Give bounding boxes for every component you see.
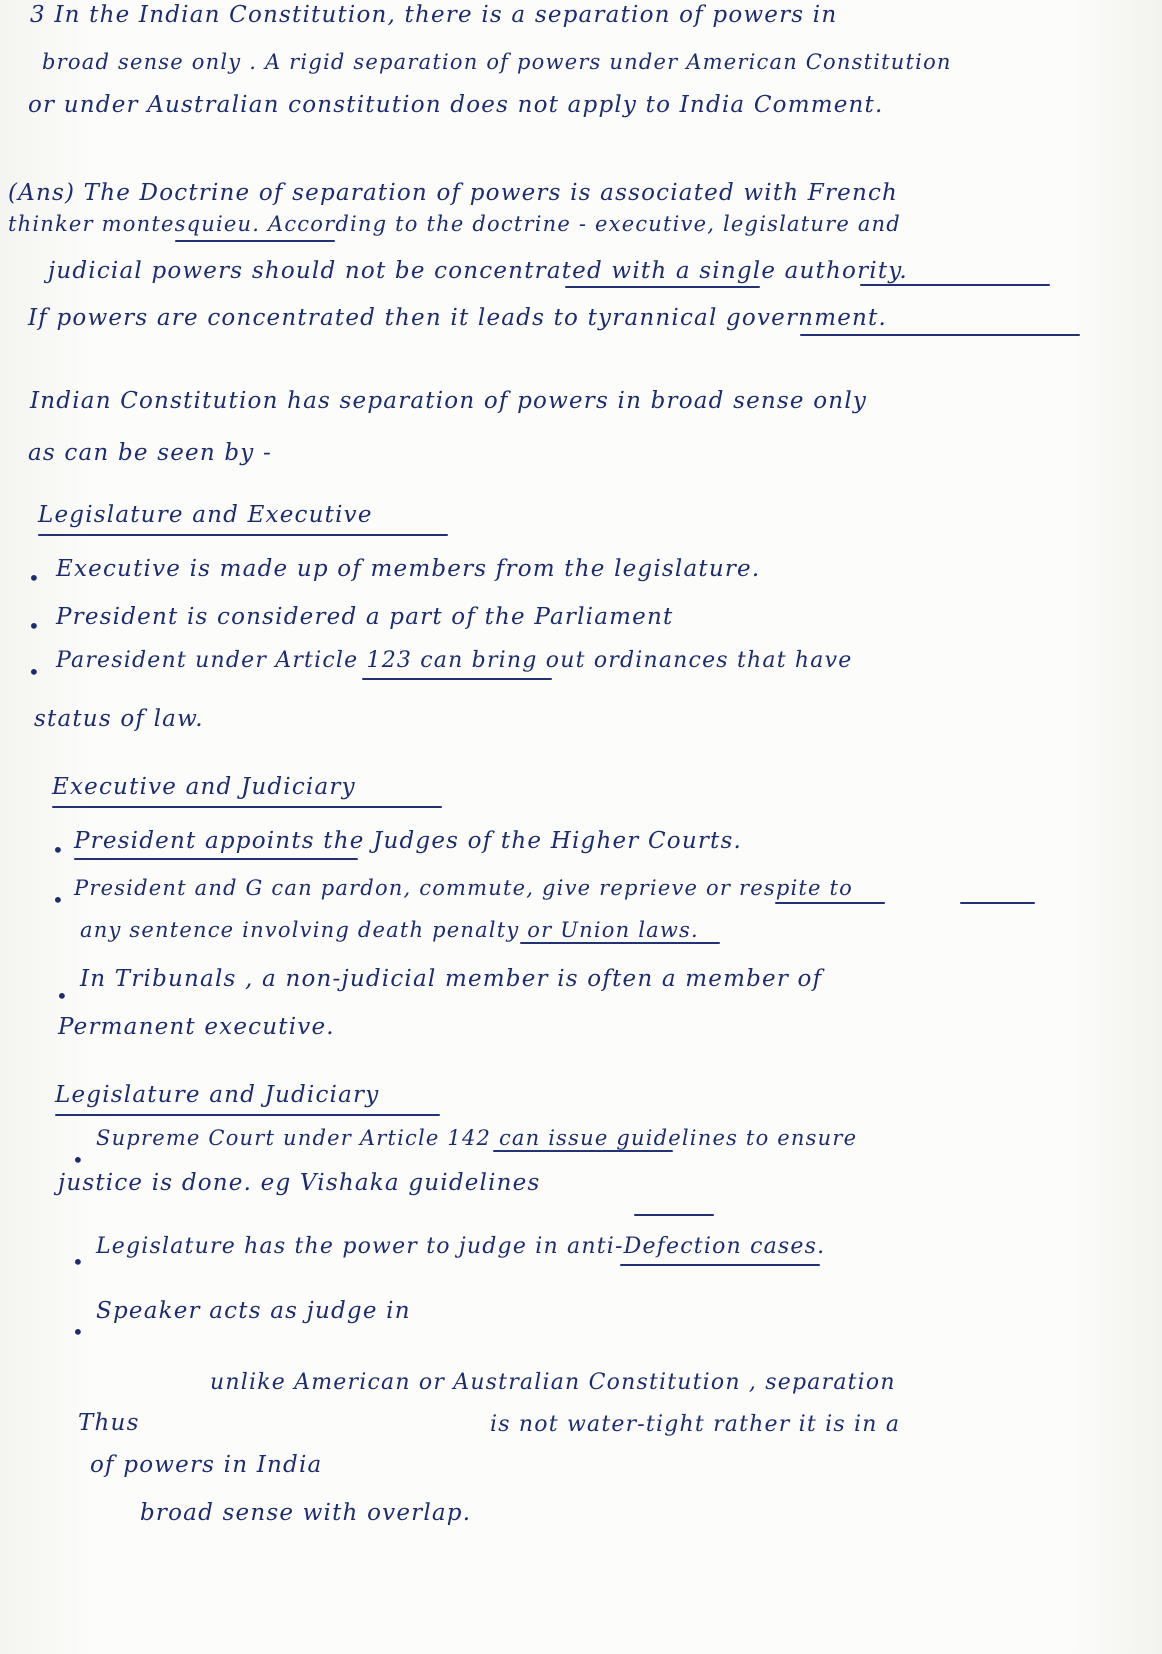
underline-article-142 [493, 1150, 673, 1152]
bullet-3-3: • [72, 1320, 84, 1344]
section3-bullet-1-continued: justice is done. eg Vishaka guidelines [58, 1170, 541, 1196]
section3-bullet-3: Legislature has the power to judge in anti-Defection cases. [96, 1234, 826, 1259]
underline-respite [960, 902, 1035, 904]
intro-line-1: Indian Constitution has separation of powers in broad sense only [30, 388, 868, 414]
underline-montesquieu [175, 240, 335, 242]
section3-bullet-4: Speaker acts as judge in [96, 1298, 411, 1324]
answer-line-1: (Ans) The Doctrine of separation of powers is associated with French [8, 180, 899, 206]
section2-bullet-2-continued: any sentence involving death penalty or Union laws. [80, 918, 699, 942]
underline-concentrated [565, 286, 760, 288]
underline-reprieve [775, 902, 885, 904]
underline-anti-defection [620, 1264, 820, 1266]
heading-underline-3 [55, 1114, 440, 1116]
section1-bullet-3: Paresident under Article 123 can bring out ordinances that have [56, 648, 853, 673]
bullet-3-1: • [72, 1148, 84, 1172]
bullet-2-1: • [52, 838, 64, 862]
conclusion-line-5: broad sense with overlap. [140, 1500, 472, 1526]
section-heading-legislature-judiciary: Legislature and Judiciary [55, 1082, 380, 1108]
section-heading-legislature-executive: Legislature and Executive [38, 502, 373, 528]
answer-line-3: judicial powers should not be concentrated with a single authority. [48, 258, 908, 284]
bullet-2-3: • [56, 984, 68, 1008]
heading-underline-2 [52, 806, 442, 808]
section1-bullet-3-continued: status of law. [34, 706, 204, 732]
bullet-1-3: • [28, 660, 40, 684]
underline-remove [634, 1214, 714, 1216]
underline-death-penalty [520, 942, 720, 944]
conclusion-line-2: Thus [78, 1410, 140, 1436]
answer-line-2: thinker montesquieu. According to the doctrine - executive, legislature and [8, 212, 901, 236]
conclusion-line-3: is not water-tight rather it is in a [490, 1412, 901, 1437]
bullet-1-1: • [28, 566, 40, 590]
underline-tyrannical-government [800, 334, 1080, 336]
section2-bullet-3: In Tribunals , a non-judicial member is often a member of [80, 966, 823, 992]
section2-bullet-2: President and G can pardon, commute, give reprieve or respite to [74, 876, 853, 900]
conclusion-line-4: of powers in India [90, 1452, 323, 1478]
section1-bullet-1: Executive is made up of members from the legislature. [56, 556, 761, 582]
underline-single-authority [860, 284, 1050, 286]
heading-underline-1 [38, 534, 448, 536]
section2-bullet-3-continued: Permanent executive. [58, 1014, 335, 1040]
section3-bullet-1: Supreme Court under Article 142 can issue guidelines to ensure [96, 1126, 858, 1150]
underline-article-123 [362, 678, 552, 680]
bullet-1-2: • [28, 614, 40, 638]
underline-president-appoints [74, 858, 358, 860]
bullet-3-2: • [72, 1250, 84, 1274]
question-line-1: 3 In the Indian Constitution, there is a separation of powers in [30, 2, 838, 28]
question-line-2: broad sense only . A rigid separation of powers under American Constitution [42, 50, 952, 74]
conclusion-line-1: unlike American or Australian Constitution , separation [210, 1370, 896, 1395]
section2-bullet-1: President appoints the Judges of the Higher Courts. [74, 828, 742, 854]
answer-line-4: If powers are concentrated then it leads to tyrannical government. [28, 305, 887, 331]
intro-line-2: as can be seen by - [28, 440, 272, 466]
section-heading-executive-judiciary: Executive and Judiciary [52, 774, 356, 800]
question-line-3: or under Australian constitution does not apply to India Comment. [28, 92, 884, 118]
section1-bullet-2: President is considered a part of the Parliament [56, 604, 674, 630]
bullet-2-2: • [52, 888, 64, 912]
